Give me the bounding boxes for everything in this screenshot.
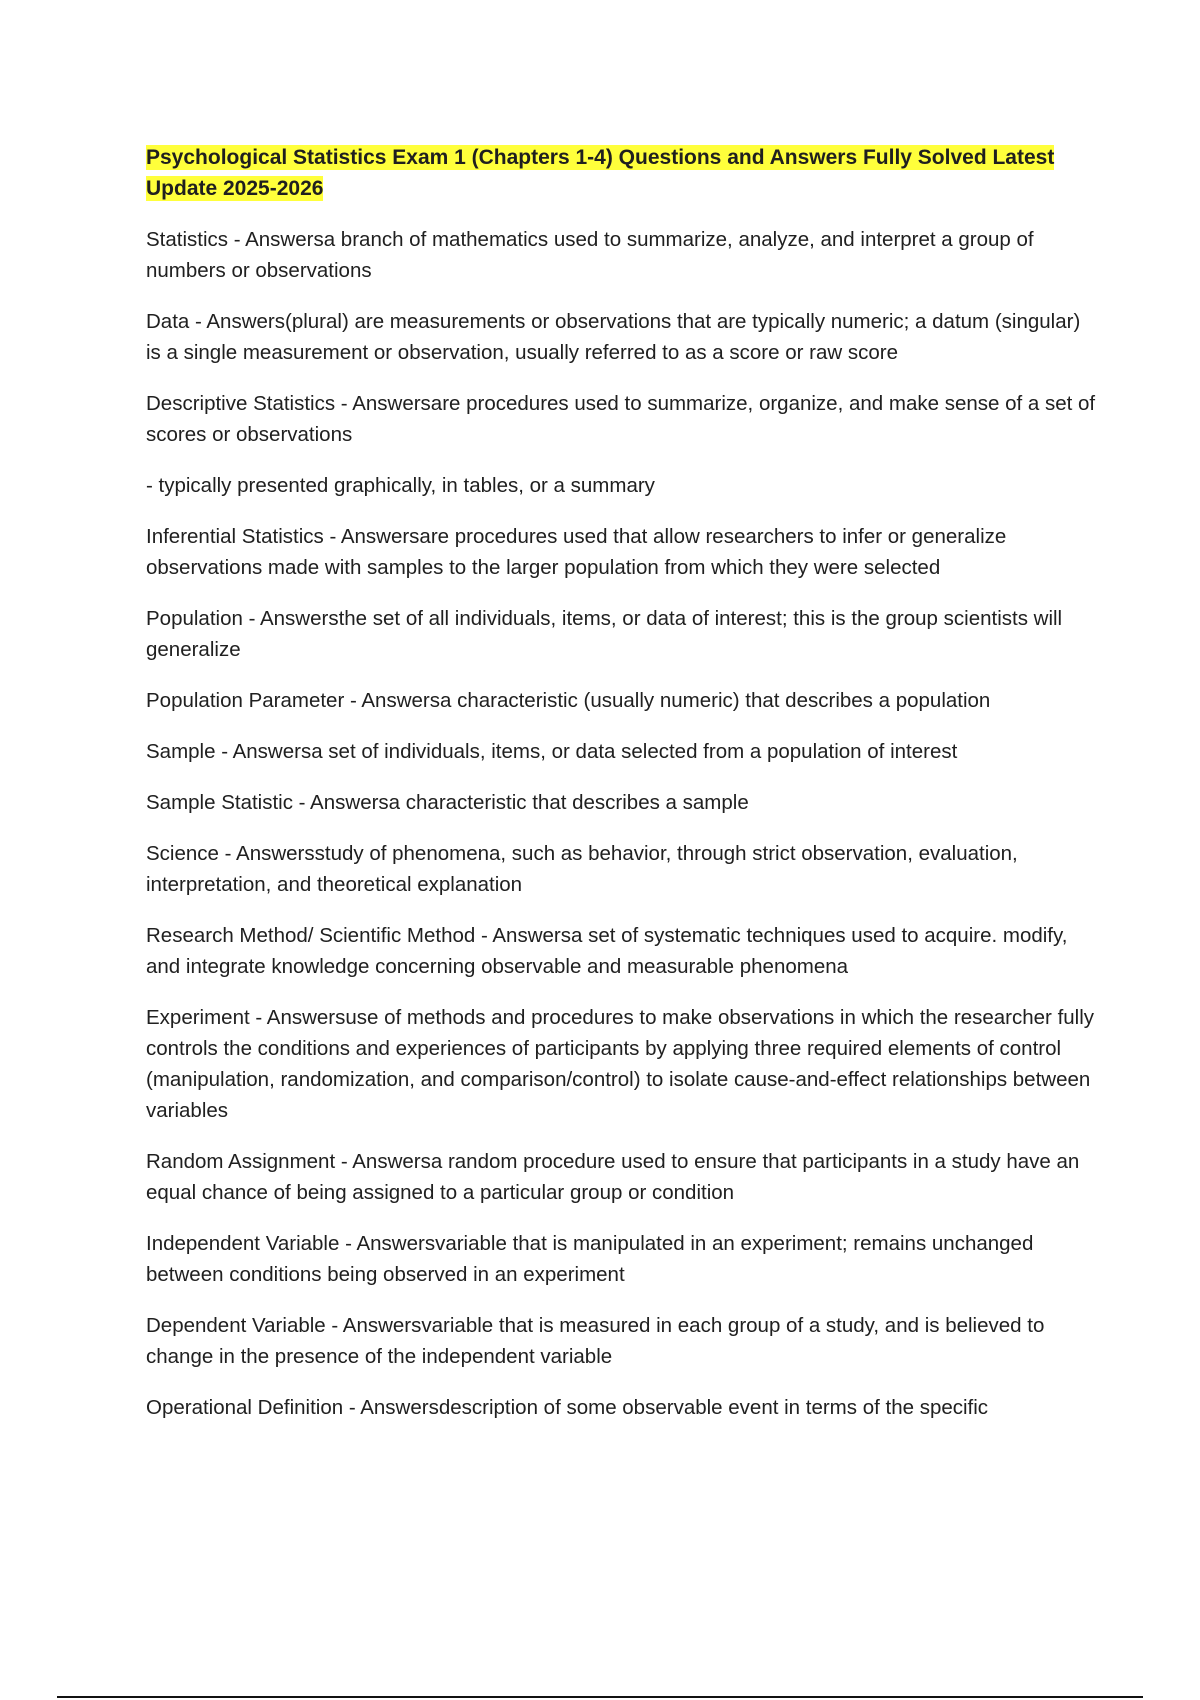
term-entry-experiment: Experiment - Answersuse of methods and procedures to make observations in which the researcher fully controls the conditions and experiences of participants by applying three required elements of control (manipulation, randomization, and comparison/control) to isolate cause-and-effect relationships between variables xyxy=(146,1006,1095,1122)
document-title xyxy=(146,142,1096,204)
term-entry-random-assignment: Random Assignment - Answersa random procedure used to ensure that participants in a study have an equal chance of being assigned to a particular group or condition xyxy=(146,1150,1080,1204)
term-entry-independent-variable: Independent Variable - Answersvariable that is manipulated in an experiment; remains unchanged between conditions being observed in an experiment xyxy=(146,1232,1034,1286)
term-entry-sample-statistic: Sample Statistic - Answersa characteristic that describes a sample xyxy=(146,791,749,814)
term-entry-population: Population - Answersthe set of all individuals, items, or data of interest; this is the group scientists will generalize xyxy=(146,607,1063,661)
page-footer-rule xyxy=(57,1696,1143,1698)
term-entry-operational-definition: Operational Definition - Answersdescription of some observable event in terms of the specific xyxy=(146,1396,989,1419)
term-entry-inferential-statistics: Inferential Statistics - Answersare procedures used that allow researchers to infer or generalize observations made with samples to the larger population from which they were selected xyxy=(146,525,1007,579)
term-entry-population-parameter: Population Parameter - Answersa characteristic (usually numeric) that describes a population xyxy=(146,689,991,712)
term-entry-sample: Sample - Answersa set of individuals, items, or data selected from a population of interest xyxy=(146,740,958,763)
document-body xyxy=(146,142,1096,1443)
term-entry-data: Data - Answers(plural) are measurements or observations that are typically numeric; a datum (singular) is a single measurement or observation, usually referred to as a score or raw score xyxy=(146,310,1081,364)
term-entry-dependent-variable: Dependent Variable - Answersvariable that is measured in each group of a study, and is believed to change in the presence of the independent variable xyxy=(146,1314,1045,1368)
term-entry-science: Science - Answersstudy of phenomena, such as behavior, through strict observation, evaluation, interpretation, and theoretical explanation xyxy=(146,842,1018,896)
term-entry-descriptive-statistics: Descriptive Statistics - Answersare procedures used to summarize, organize, and make sense of a set of scores or observations xyxy=(146,392,1096,446)
term-entry-research-method: Research Method/ Scientific Method - Answersa set of systematic techniques used to acquire. modify, and integrate knowledge concerning observable and measurable phenomena xyxy=(146,924,1068,978)
term-entry-descriptive-note: - typically presented graphically, in tables, or a summary xyxy=(146,474,655,497)
document-title-highlight: Psychological Statistics Exam 1 (Chapters 1-4) Questions and Answers Fully Solved Latest Update 2025-2026 xyxy=(146,146,1055,200)
term-entry-statistics: Statistics - Answersa branch of mathematics used to summarize, analyze, and interpret a group of numbers or observations xyxy=(146,228,1034,282)
